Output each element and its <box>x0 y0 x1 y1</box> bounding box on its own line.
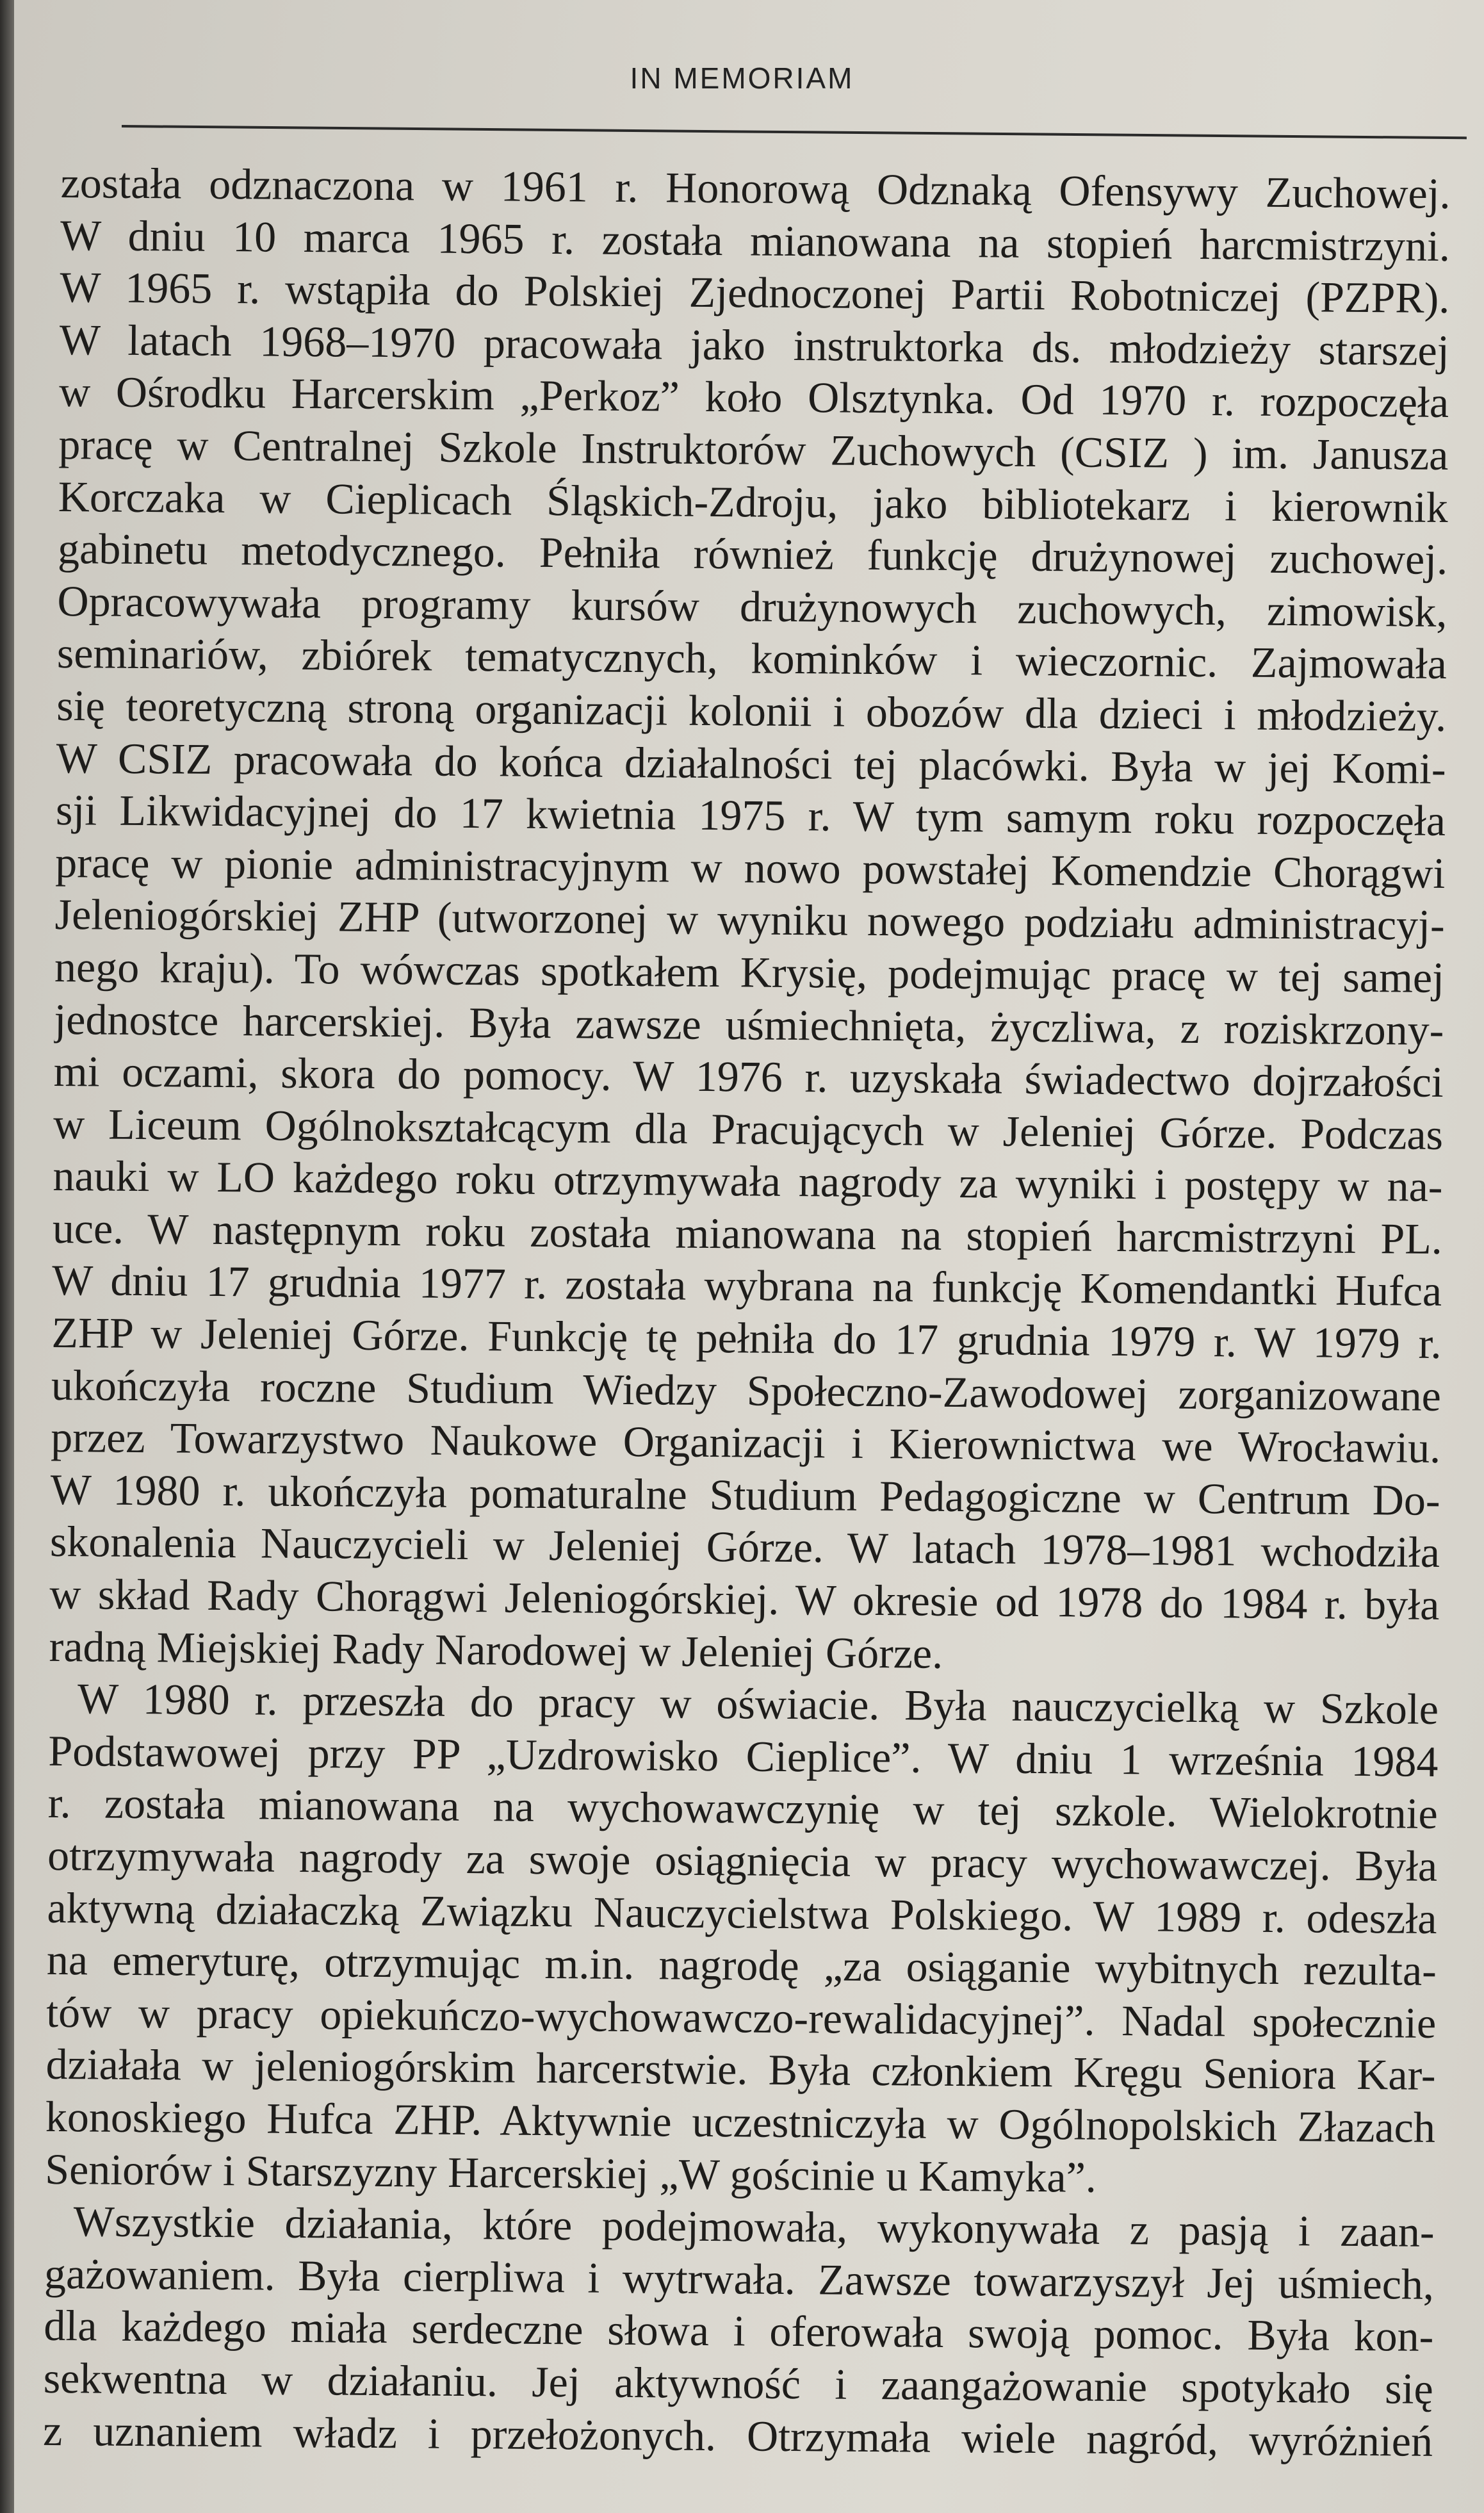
text-line: gabinetu metodycznego. Pełniła również funkcję drużynowej zuchowej. <box>57 524 1448 584</box>
text-line: w skład Rady Chorągwi Jeleniogórskiej. W okresie od 1978 do 1984 r. była <box>49 1569 1440 1630</box>
text-line: Seniorów i Starszyzny Harcerskiej „W gościnie u Kamyka”. <box>45 2144 1097 2202</box>
paragraph-1 <box>49 157 1451 1683</box>
text-line: seminariów, zbiórek tematycznych, kominków i wieczornic. Zajmowała <box>56 628 1447 689</box>
text-line: W 1980 r. ukończyła pomaturalne Studium Pedagogiczne w Centrum Do- <box>50 1464 1440 1525</box>
text-line: się teoretyczną stroną organizacji kolonii i obozów dla dzieci i młodzieży. <box>56 680 1447 741</box>
text-line: pracę w pionie administracyjnym w nowo powstałej Komendzie Chorągwi <box>55 837 1446 897</box>
text-line: mi oczami, skora do pomocy. W 1976 r. uzyskała świadectwo dojrzałości <box>53 1047 1444 1107</box>
text-line: z uznaniem władz i przełożonych. Otrzymała wiele nagród, wyróżnień <box>42 2405 1433 2466</box>
body-text <box>43 157 1451 2468</box>
text-line: W latach 1968–1970 pracowała jako instruktorka ds. młodzieży starszej <box>59 315 1449 375</box>
text-line: ukończyła roczne Studium Wiedzy Społeczno-Zawodowej zorganizowane <box>51 1360 1442 1420</box>
text-line: W dniu 10 marca 1965 r. została mianowana na stopień harcmistrzyni. <box>60 210 1451 270</box>
text-line: Podstawowej przy PP „Uzdrowisko Cieplice”. W dniu 1 września 1984 <box>48 1726 1439 1786</box>
text-line: otrzymywała nagrody za swoje osiągnięcia w pracy wychowawczej. Była <box>47 1830 1438 1890</box>
text-line: dla każdego miała serdeczne słowa i oferowała swoją pomoc. Była kon- <box>44 2301 1434 2361</box>
text-line: sji Likwidacyjnej do 17 kwietnia 1975 r. W tym samym roku rozpoczęła <box>55 785 1446 846</box>
text-line: tów w pracy opiekuńczo-wychowawczo-rewalidacyjnej”. Nadal społecznie <box>45 1987 1437 2047</box>
text-line: W 1965 r. wstąpiła do Polskiej Zjednoczonej Partii Robotniczej (PZPR). <box>60 263 1450 323</box>
text-line: jednostce harcerskiej. Była zawsze uśmiechnięta, życzliwa, z roziskrzony- <box>54 994 1444 1054</box>
paragraph-3 <box>43 2195 1435 2468</box>
running-head: IN MEMORIAM <box>630 61 854 95</box>
text-line: działała w jeleniogórskim harcerstwie. Była członkiem Kręgu Seniora Kar- <box>45 2040 1436 2100</box>
text-line: przez Towarzystwo Naukowe Organizacji i Kierownictwa we Wrocławiu. <box>51 1412 1441 1473</box>
text-line: w Ośrodku Harcerskim „Perkoz” koło Olsztynka. Od 1970 r. rozpoczęła <box>58 367 1449 427</box>
text-line: nego kraju). To wówczas spotkałem Krysię, podejmując pracę w tej samej <box>54 942 1445 1002</box>
text-line: skonalenia Nauczycieli w Jeleniej Górze. W latach 1978–1981 wchodziła <box>49 1517 1440 1577</box>
text-line: W CSIZ pracowała do końca działalności tej placówki. Była w jej Komi- <box>56 733 1446 793</box>
text-line: ZHP w Jeleniej Górze. Funkcję tę pełniła do 17 grudnia 1979 r. W 1979 r. <box>51 1308 1442 1368</box>
text-line: pracę w Centralnej Szkole Instruktorów Zuchowych (CSIZ ) im. Janusza <box>58 419 1449 479</box>
text-line: W 1980 r. przeszła do pracy w oświacie. Była nauczycielką w Szkole <box>77 1674 1439 1734</box>
text-line: gażowaniem. Była cierpliwa i wytrwała. Zawsze towarzyszył Jej uśmiech, <box>44 2248 1435 2309</box>
text-line: Opracowywała programy kursów drużynowych zuchowych, zimowisk, <box>57 576 1447 636</box>
text-line: sekwentna w działaniu. Jej aktywność i zaangażowanie spotykało się <box>43 2353 1434 2413</box>
text-line: nauki w LO każdego roku otrzymywała nagrody za wyniki i postępy w na- <box>53 1151 1443 1211</box>
text-line: radną Miejskiej Rady Narodowej w Jeleniej Górze. <box>49 1621 943 1678</box>
text-line: konoskiego Hufca ZHP. Aktywnie uczestniczyła w Ogólnopolskich Złazach <box>45 2091 1436 2152</box>
text-line: W dniu 17 grudnia 1977 r. została wybrana na funkcję Komendantki Hufca <box>51 1256 1442 1316</box>
text-line: uce. W następnym roku została mianowana na stopień harcmistrzyni PL. <box>52 1203 1443 1263</box>
book-gutter-shadow <box>0 0 14 2513</box>
text-line: Wszystkie działania, które podejmowała, wykonywała z pasją i zaan- <box>73 2197 1435 2257</box>
text-line: Jeleniogórskiej ZHP (utworzonej w wyniku nowego podziału administracyj- <box>54 890 1445 950</box>
paragraph-2 <box>45 1673 1439 2206</box>
text-line: w Liceum Ogólnokształcącym dla Pracujących w Jeleniej Górze. Podczas <box>53 1099 1444 1159</box>
text-line: na emeryturę, otrzymując m.in. nagrodę „za osiąganie wybitnych rezulta- <box>46 1935 1437 1995</box>
text-line: aktywną działaczką Związku Nauczycielstwa Polskiego. W 1989 r. odeszła <box>47 1883 1437 1943</box>
text-line: Korczaka w Cieplicach Śląskich-Zdroju, jako bibliotekarz i kierownik <box>58 471 1449 532</box>
text-line: r. została mianowana na wychowawczynię w tej szkole. Wielokrotnie <box>47 1778 1439 1838</box>
text-line: została odznaczona w 1961 r. Honorową Odznaką Ofensywy Zuchowej. <box>60 158 1451 218</box>
